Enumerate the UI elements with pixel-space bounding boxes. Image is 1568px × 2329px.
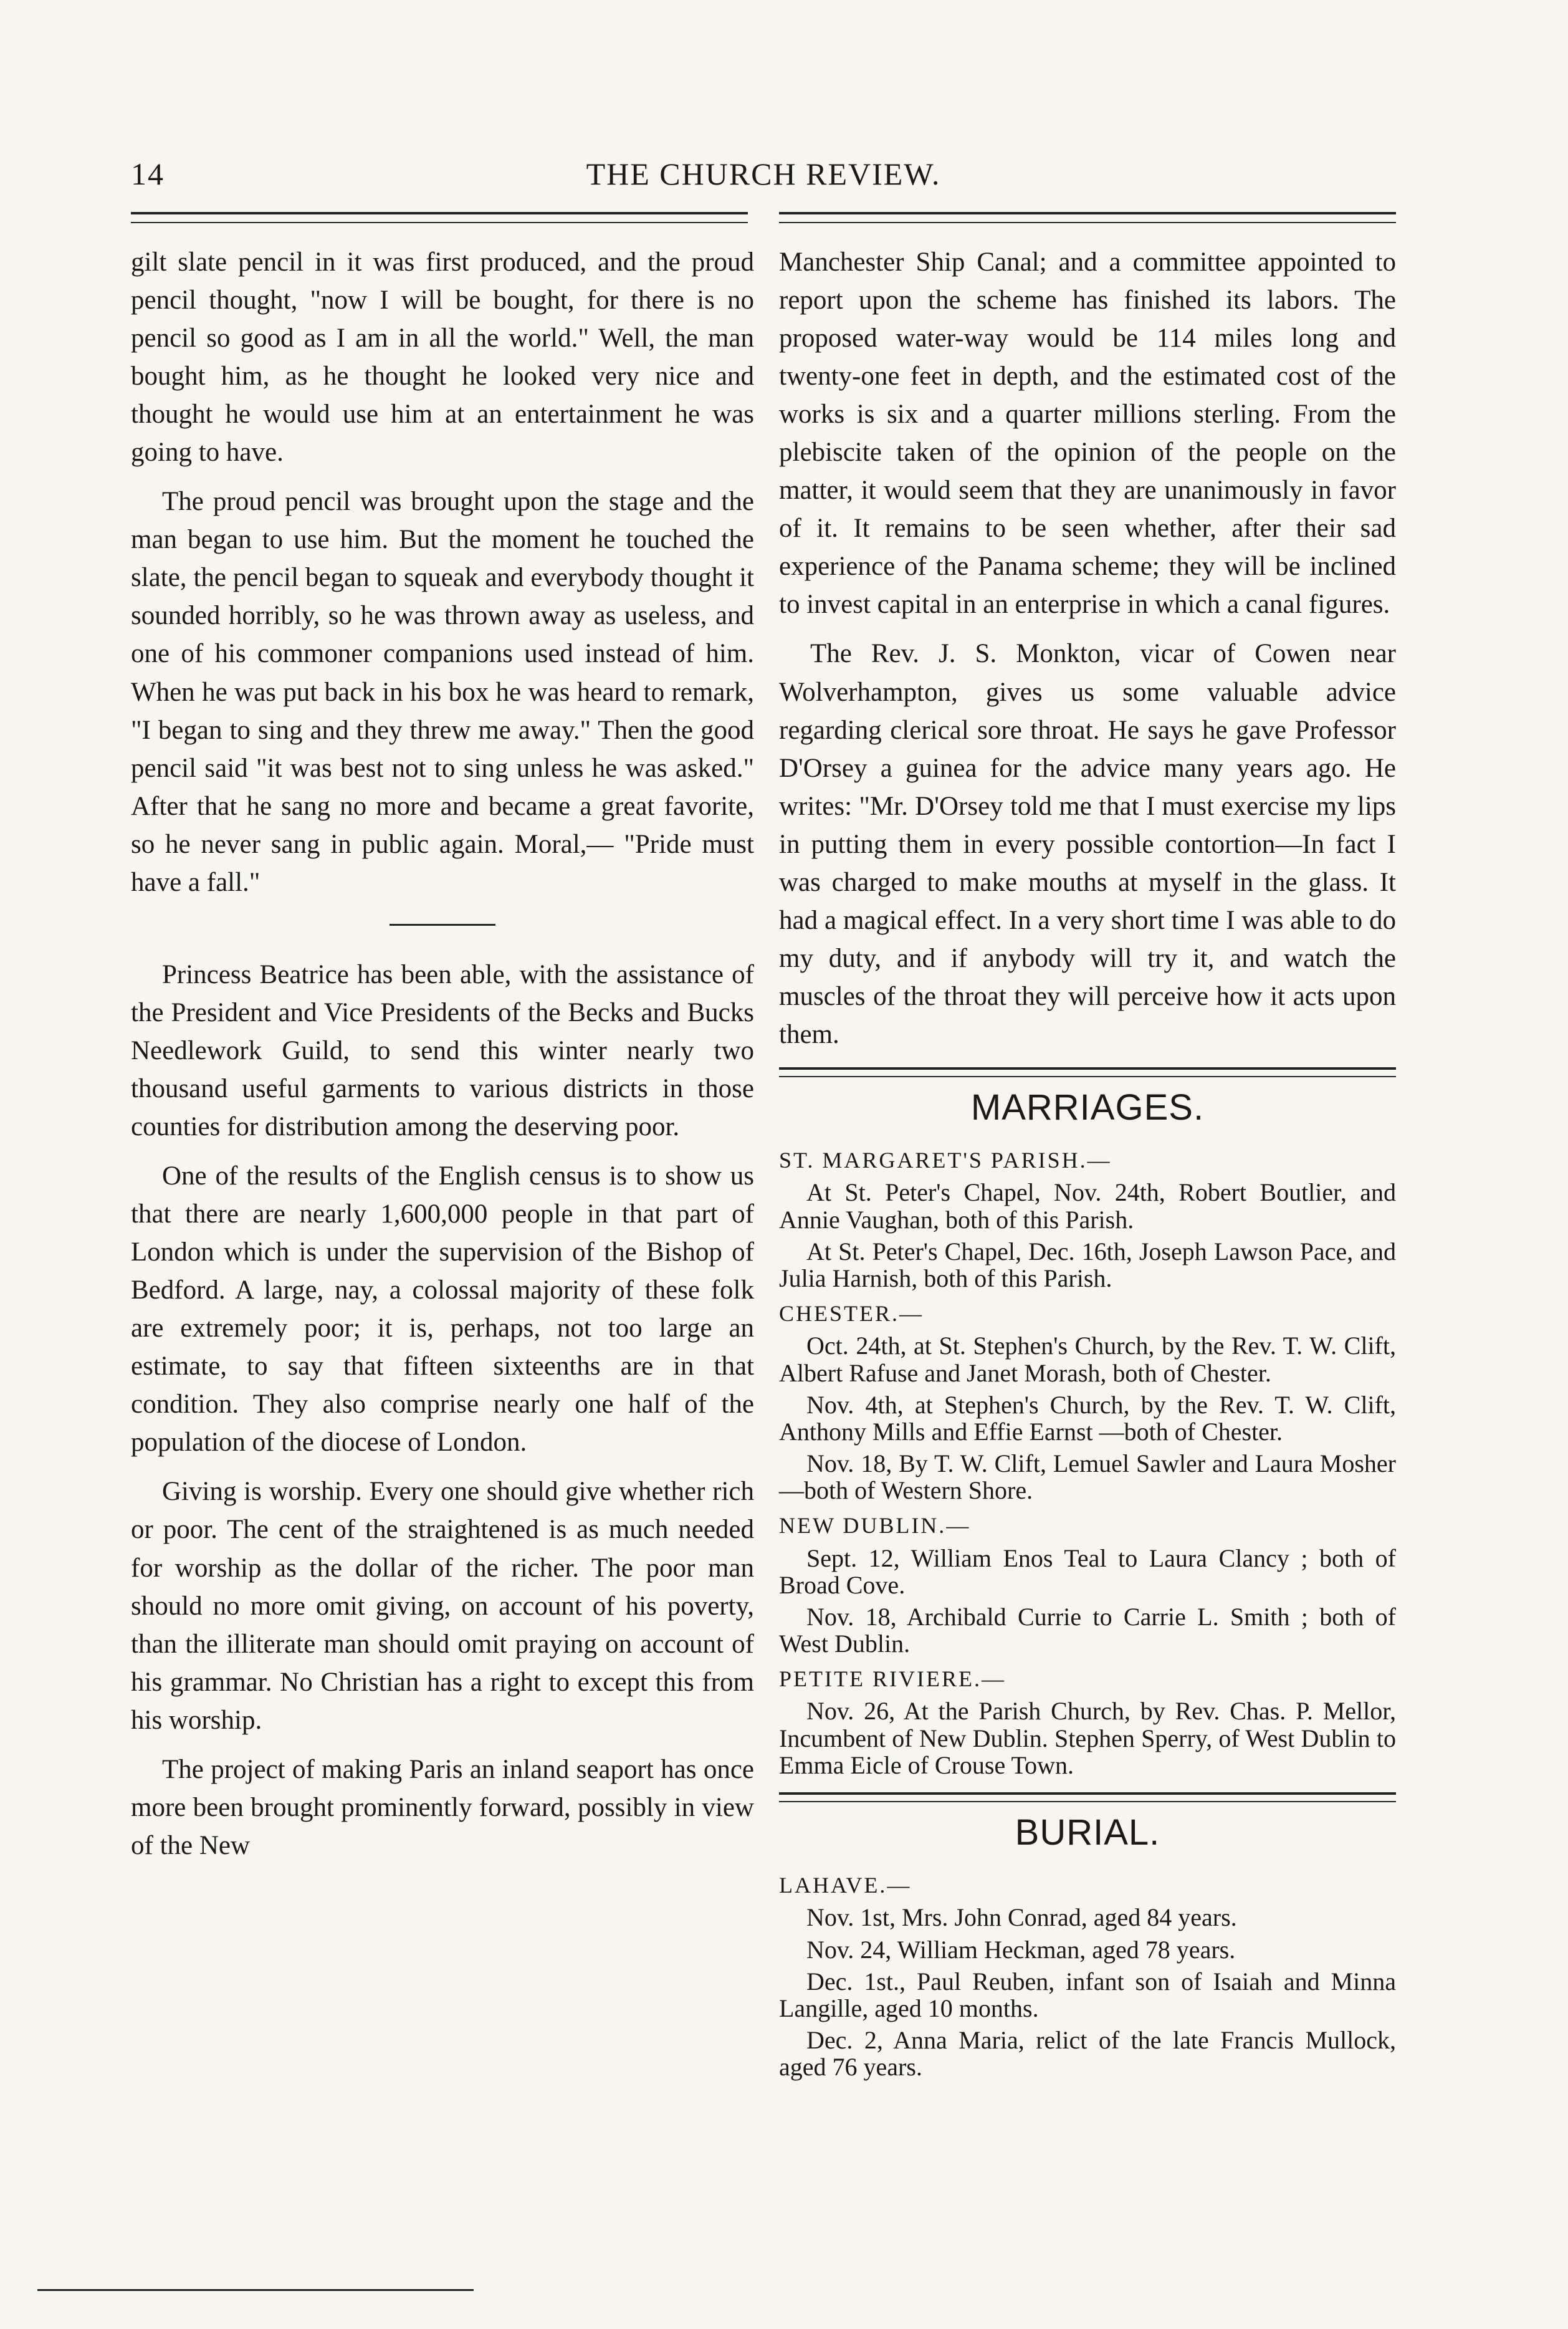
marriage-entry: Sept. 12, William Enos Teal to Laura Clancy ; both of Broad Cove.	[779, 1544, 1396, 1599]
article-paragraph: gilt slate pencil in it was first produced, and the proud pencil thought, "now I will be bought, for there is no pencil so good as I am in all the world." Well, the man bought him, as he thought he looked very nice and thought he would use him at an entertainment he was going to have.	[131, 247, 754, 468]
marriage-entry: Nov. 26, At the Parish Church, by Rev. Chas. P. Mellor, Incumbent of New Dublin. Stephen Sperry, of West Dublin to Emma Eicle of Crouse Town.	[779, 1697, 1396, 1779]
burial-entry: Nov. 24, William Heckman, aged 78 years.	[806, 1935, 1236, 1964]
section-divider	[779, 1792, 1396, 1802]
marriage-entry: At St. Peter's Chapel, Dec. 16th, Joseph Lawson Pace, and Julia Harnish, both of this Parish.	[779, 1237, 1396, 1293]
page-number: 14	[131, 156, 165, 191]
marriage-entry: Oct. 24th, at St. Stephen's Church, by the Rev. T. W. Clift, Albert Rafuse and Janet Morash, both of Chester.	[779, 1332, 1396, 1387]
marriage-entry: Nov. 18, By T. W. Clift, Lemuel Sawler and Laura Mosher—both of Western Shore.	[779, 1449, 1396, 1505]
article-paragraph: Manchester Ship Canal; and a committee appointed to report upon the scheme has finished its labors. The proposed water-way would be 114 miles long and twenty-one feet in depth, and the estimated cost of the works is six and a quarter millions sterling. From the plebiscite taken of the opinion of the people on the matter, it would seem that they are unanimously in favor of it. It remains to be seen whether, after their sad experience of the Panama scheme; they will be inclined to invest capital in an enterprise in which a canal figures.	[779, 247, 1396, 620]
marriage-entry: Nov. 18, Archibald Currie to Carrie L. Smith ; both of West Dublin.	[779, 1602, 1396, 1658]
burial-heading: BURIAL.	[1015, 1812, 1160, 1853]
article-paragraph: One of the results of the English census is to show us that there are nearly 1,600,000 people in that part of London which is under the supervision of the Bishop of Bedford. A large, nay, a colossal majority of these folk are extremely poor; it is, perhaps, not too large an estimate, to say that fifteen sixteenths are in that condition. They also comprise nearly one half of the population of the diocese of London.	[131, 1161, 754, 1457]
parish-name: ST. MARGARET'S PARISH.—	[779, 1148, 1112, 1173]
burial-entry: Dec. 2, Anna Maria, relict of the late Francis Mullock, aged 76 years.	[779, 2026, 1396, 2082]
article-paragraph: Princess Beatrice has been able, with the assistance of the President and Vice Presidents of the Becks and Bucks Needlework Guild, to send this winter nearly two thousand useful garments to various districts in those counties for distribution among the deserving poor.	[131, 959, 754, 1141]
right-column	[779, 243, 1396, 2086]
header-rule-right	[779, 212, 1396, 223]
parish-name: CHESTER.—	[779, 1301, 924, 1327]
header-rule-left	[131, 212, 748, 223]
article-paragraph: Giving is worship. Every one should give whether rich or poor. The cent of the straightened is as much needed for worship as the dollar of the richer. The poor man should no more omit giving, on account of his poverty, than the illiterate man should omit praying on account of his grammar. No Christian has a right to except this from his worship.	[131, 1477, 754, 1735]
running-title: THE CHURCH REVIEW.	[586, 156, 941, 191]
burial-entry: Nov. 1st, Mrs. John Conrad, aged 84 years.	[806, 1903, 1237, 1932]
section-divider	[779, 1067, 1396, 1077]
marriage-entry: Nov. 4th, at Stephen's Church, by the Rev. T. W. Clift, Anthony Mills and Effie Earnst —both of Chester.	[779, 1390, 1396, 1446]
burial-entry: Dec. 1st., Paul Reuben, infant son of Isaiah and Minna Langille, aged 10 months.	[779, 1967, 1396, 2022]
marriages-heading: MARRIAGES.	[970, 1087, 1205, 1128]
page-header	[131, 150, 1396, 206]
article-divider	[390, 924, 495, 926]
article-paragraph: The proud pencil was brought upon the stage and the man began to use him. But the moment he touched the slate, the pencil began to squeak and everybody thought it sounded horribly, so he was thrown away as useless, and one of his commoner companions used instead of him. When he was put back in his box he was heard to remark, "I began to sing and they threw me away." Then the good pencil said "it was best not to sing unless he was asked." After that he sang no more and became a great favorite, so he never sang in public again. Moral,— "Pride must have a fall."	[131, 487, 754, 897]
article-paragraph: The Rev. J. S. Monkton, vicar of Cowen near Wolverhampton, gives us some valuable advice regarding clerical sore throat. He says he gave Professor D'Orsey a guinea for the advice many years ago. He writes: "Mr. D'Orsey told me that I must exercise my lips in putting them in every possible contortion—In fact I was charged to make mouths at myself in the glass. It had a magical effect. In a very short time I was able to do my duty, and if anybody will try it, and watch the muscles of the throat they will perceive how it acts upon them.	[779, 639, 1396, 1049]
left-column	[131, 243, 754, 1876]
article-paragraph: The project of making Paris an inland seaport has once more been brought prominently forward, possibly in view of the New	[131, 1754, 754, 1860]
parish-name: LAHAVE.—	[779, 1873, 912, 1898]
marriage-entry: At St. Peter's Chapel, Nov. 24th, Robert Boutlier, and Annie Vaughan, both of this Parish.	[779, 1178, 1396, 1234]
parish-name: NEW DUBLIN.—	[779, 1513, 971, 1539]
parish-name: PETITE RIVIERE.—	[779, 1666, 1006, 1692]
footer-rule	[37, 2289, 474, 2291]
